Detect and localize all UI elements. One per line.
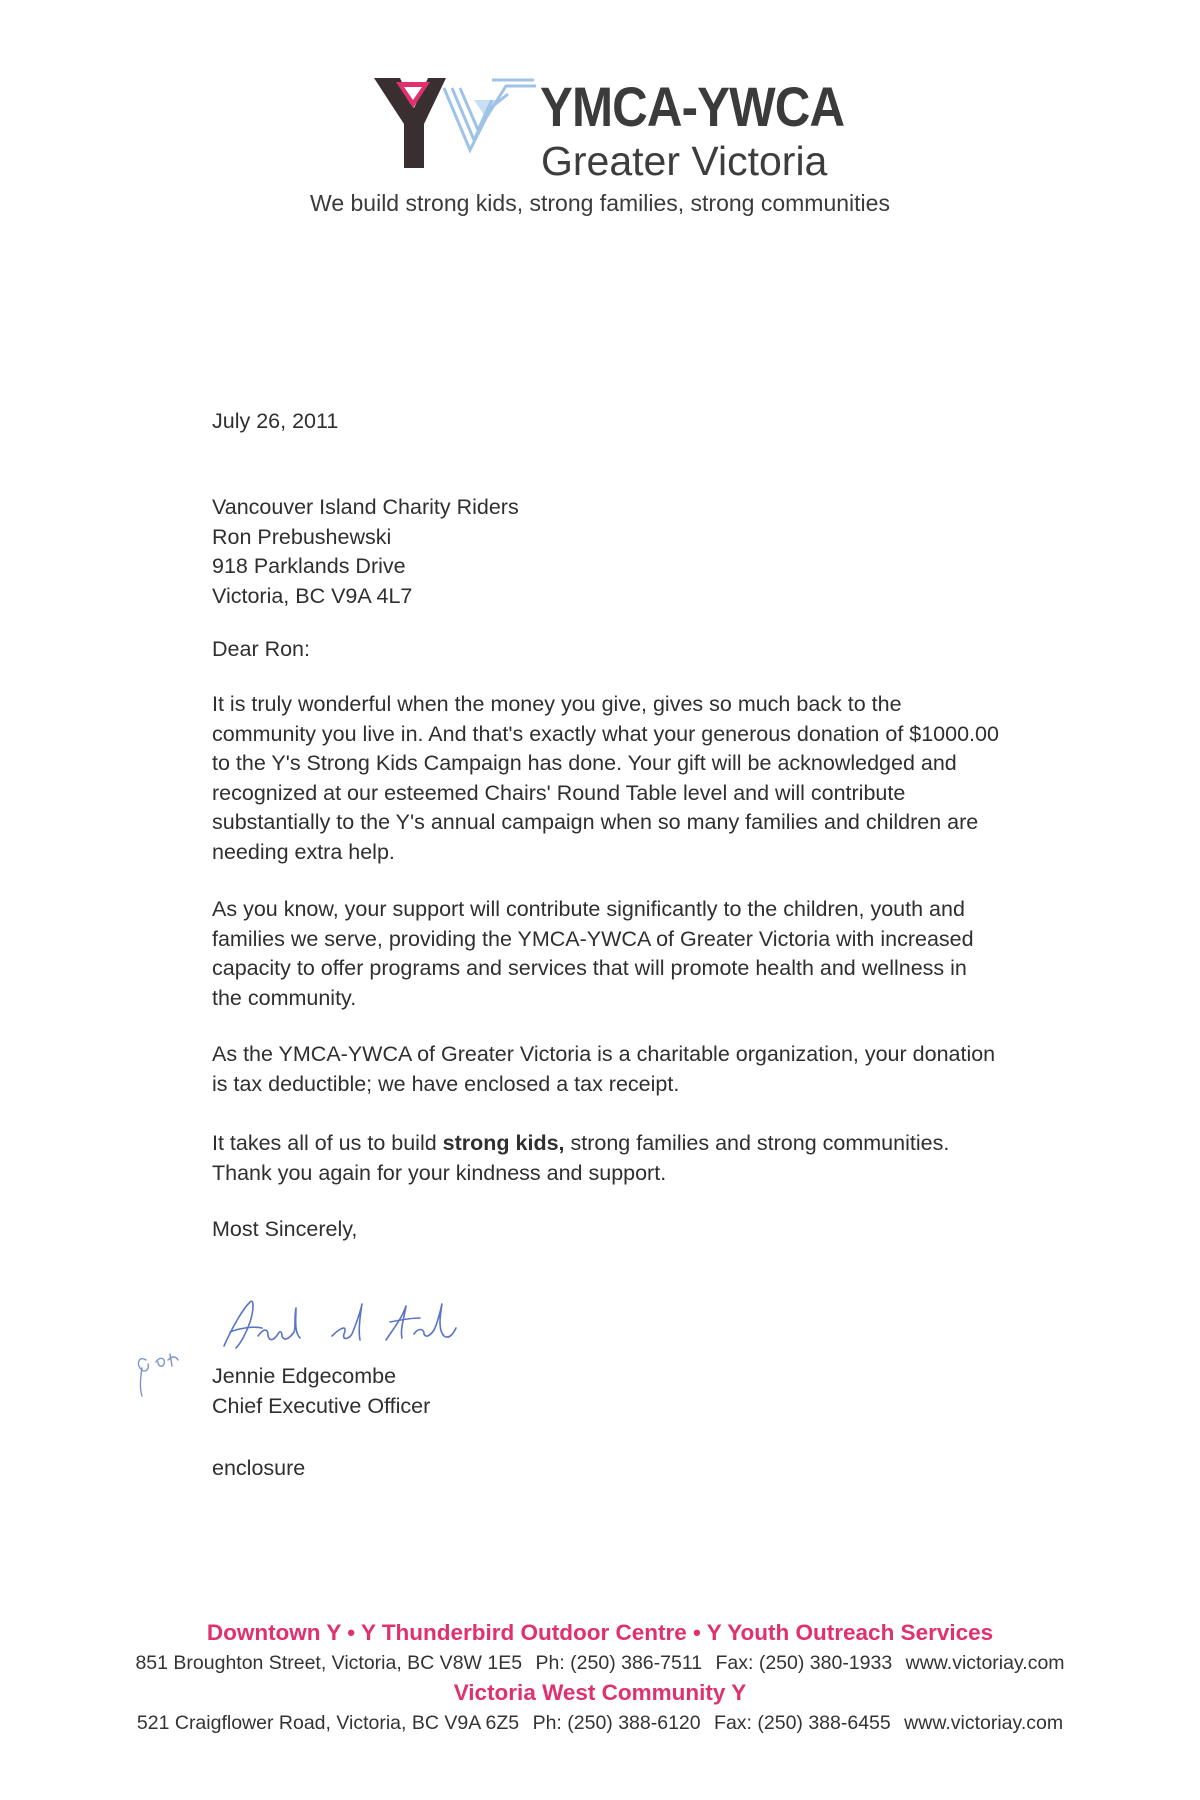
- footer-west-contact: [0, 1708, 1200, 1738]
- footer-locations: Downtown Y • Y Thunderbird Outdoor Centre • Y Youth Outreach Services: [206, 1620, 994, 1645]
- paragraph-4-text: It takes all of us to build: [212, 1131, 443, 1155]
- brand-name: YMCA-YWCA: [540, 75, 845, 138]
- paragraph-4: [212, 1129, 1002, 1188]
- paragraph-4-bold: strong kids,: [442, 1131, 565, 1155]
- paragraph-4-text: strong families and strong communities. Thank you again for your kindness and support.: [212, 1131, 950, 1185]
- address-line: Victoria, BC V9A 4L7: [212, 583, 413, 608]
- address-line: 918 Parklands Drive: [212, 554, 406, 578]
- paragraph-1: It is truly wonderful when the money you give, gives so much back to the community you live in. And that's exactly what your generous donation of $1000.00 to the Y's Strong Kids Campaign has done. Your gift will be acknowledged and recognized at our esteemed Chairs' Round Table level and will contribute substantially to the Y's annual campaign when so many families and children are needing extra help.: [212, 692, 999, 864]
- downtown-fax: Fax: (250) 380-1933: [715, 1652, 893, 1674]
- handwritten-initials: [126, 1344, 186, 1404]
- address-line: Vancouver Island Charity Riders: [212, 495, 519, 519]
- address-line: Ron Prebushewski: [212, 524, 392, 549]
- brand-subtitle: Greater Victoria: [541, 138, 828, 184]
- letter-date: July 26, 2011: [212, 409, 339, 433]
- footer-downtown-contact: [0, 1648, 1200, 1678]
- salutation: Dear Ron:: [212, 637, 310, 661]
- downtown-phone: Ph: (250) 386-7511: [535, 1652, 703, 1674]
- tagline: We build strong kids, strong families, strong communities: [310, 190, 890, 216]
- paragraph-3: As the YMCA-YWCA of Greater Victoria is a charitable organization, your donation is tax deductible; we have enclosed a tax receipt.: [212, 1042, 996, 1096]
- signer-title: Chief Executive Officer: [212, 1393, 431, 1418]
- west-fax: Fax: (250) 388-6455: [714, 1712, 891, 1734]
- signer-block: [212, 1362, 430, 1421]
- downtown-website: www.victoriay.com: [905, 1652, 1065, 1674]
- handwritten-signature: [210, 1288, 500, 1358]
- footer-west-title: Victoria West Community Y: [453, 1680, 747, 1705]
- downtown-address: 851 Broughton Street, Victoria, BC V8W 1E5: [135, 1652, 523, 1674]
- closing: Most Sincerely,: [212, 1217, 358, 1241]
- signer-name: Jennie Edgecombe: [212, 1364, 397, 1388]
- recipient-address: [212, 493, 519, 611]
- enclosure-note: enclosure: [212, 1456, 306, 1480]
- west-website: www.victoriay.com: [904, 1712, 1064, 1734]
- paragraph-2: As you know, your support will contribute significantly to the children, youth and families we serve, providing the YMCA-YWCA of Greater Victoria with increased capacity to offer programs and services that will promote health and wellness in the community.: [212, 897, 974, 1010]
- west-phone: Ph: (250) 388-6120: [532, 1712, 701, 1734]
- ymca-ywca-logo-icon: [374, 78, 536, 168]
- west-address: 521 Craigflower Road, Victoria, BC V9A 6Z5: [136, 1712, 520, 1734]
